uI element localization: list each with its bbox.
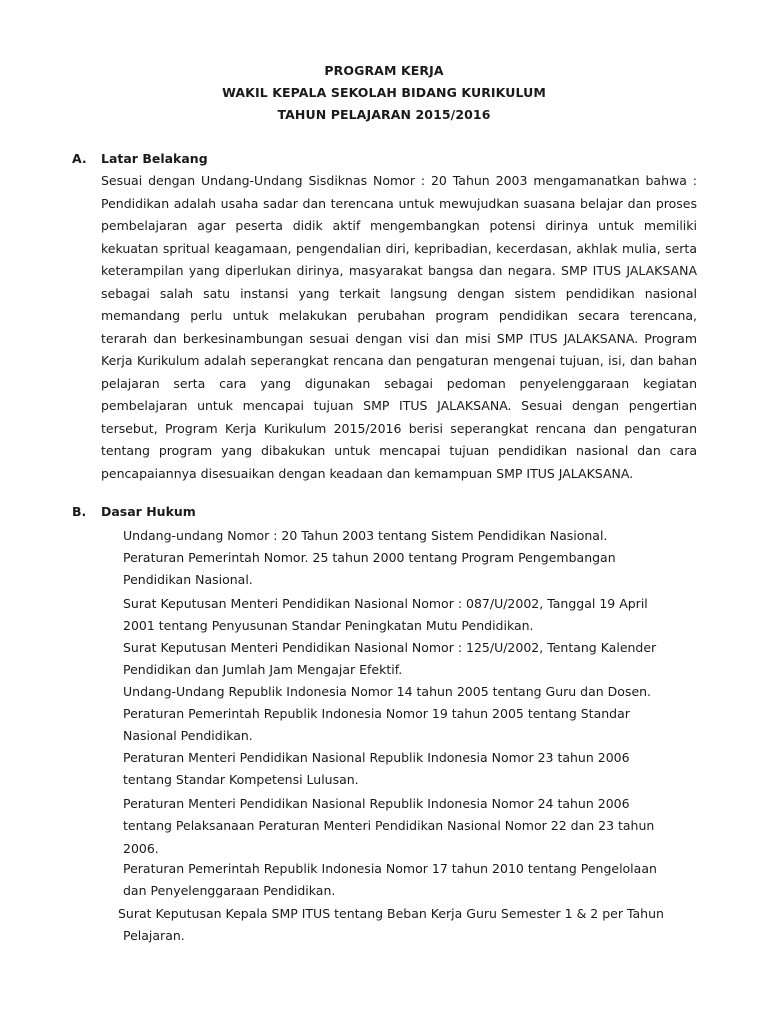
list-item-text-line: Peraturan Menteri Pendidikan Nasional Republik Indonesia Nomor 23 tahun 2006 xyxy=(123,750,630,765)
section-b-letter: B. xyxy=(72,504,87,519)
title-line-1: PROGRAM KERJA xyxy=(324,63,444,78)
list-item-text-line: 2006. xyxy=(123,840,159,856)
section-b-heading xyxy=(72,502,196,522)
list-item-text-line: Pendidikan Nasional. xyxy=(123,572,253,588)
list-item-text-line: tentang Pelaksanaan Peraturan Menteri Pendidikan Nasional Nomor 22 dan 23 tahun xyxy=(123,818,655,834)
list-item-text-line: Surat Keputusan Menteri Pendidikan Nasional Nomor : 125/U/2002, Tentang Kalender xyxy=(123,640,657,655)
document-title xyxy=(0,60,768,126)
list-item-text-line: Peraturan Pemerintah Nomor. 25 tahun 2000 tentang Program Pengembangan xyxy=(123,550,616,565)
section-a-body: Sesuai dengan Undang-Undang Sisdiknas Nomor : 20 Tahun 2003 mengamanatkan bahwa : Pendidikan adalah usaha sadar dan terencana untuk mewujudkan suasana belajar dan proses pembelajaran agar peserta didik aktif mengembangkan potensi dirinya untuk memiliki kekuatan spritual keagamaan, pengendalian diri, kepribadian, kecerdasan, akhlak mulia, serta keterampilan yang diperlukan dirinya, masyarakat bangsa dan negara. SMP ITUS JALAKSANA sebagai salah satu instansi yang terkait langsung dengan sistem pendidikan nasional memandang perlu untuk melakukan perubahan program pendidikan secara terencana, terarah dan berkesinambungan sesuai dengan visi dan misi SMP ITUS JALAKSANA. Program Kerja Kurikulum adalah seperangkat rencana dan pengaturan mengenai tujuan, isi, dan bahan pelajaran serta cara yang digunakan sebagai pedoman penyelenggaraan kegiatan pembelajaran untuk mencapai tujuan SMP ITUS JALAKSANA. Sesuai dengan pengertian tersebut, Program Kerja Kurikulum 2015/2016 berisi seperangkat rencana dan pengaturan tentang program yang dibakukan untuk mencapai tujuan pendidikan nasional dan cara pencapaiannya disesuaikan dengan keadaan dan kemampuan SMP ITUS JALAKSANA. xyxy=(101,173,697,481)
list-item-text-line: Undang-undang Nomor : 20 Tahun 2003 tentang Sistem Pendidikan Nasional. xyxy=(123,528,608,543)
section-a-letter: A. xyxy=(72,151,87,166)
list-item-text-line: Peraturan Menteri Pendidikan Nasional Republik Indonesia Nomor 24 tahun 2006 xyxy=(123,796,630,811)
list-item-text-line: tentang Standar Kompetensi Lulusan. xyxy=(123,772,359,788)
list-item-text-line: Nasional Pendidikan. xyxy=(123,728,253,744)
title-line-3: TAHUN PELAJARAN 2015/2016 xyxy=(277,107,491,122)
list-item-text-line: Peraturan Pemerintah Republik Indonesia Nomor 19 tahun 2005 tentang Standar xyxy=(123,706,630,721)
list-item-text-line: Undang-Undang Republik Indonesia Nomor 14 tahun 2005 tentang Guru dan Dosen. xyxy=(123,684,652,699)
section-a-title: Latar Belakang xyxy=(101,151,208,166)
list-item-text-line: Pelajaran. xyxy=(123,928,185,944)
title-line-2: WAKIL KEPALA SEKOLAH BIDANG KURIKULUM xyxy=(222,85,546,100)
list-item-text-line: dan Penyelenggaraan Pendidikan. xyxy=(123,883,336,899)
list-item-text-line: Surat Keputusan Kepala SMP ITUS tentang Beban Kerja Guru Semester 1 & 2 per Tahun xyxy=(118,906,664,921)
list-item-text-line: Peraturan Pemerintah Republik Indonesia Nomor 17 tahun 2010 tentang Pengelolaan xyxy=(123,861,657,876)
list-item-text-line: 2001 tentang Penyusunan Standar Peningkatan Mutu Pendidikan. xyxy=(123,618,534,634)
section-a-heading xyxy=(72,149,208,169)
section-b-title: Dasar Hukum xyxy=(101,504,196,519)
list-item-text-line: Pendidikan dan Jumlah Jam Mengajar Efektif. xyxy=(123,662,403,678)
list-item-text-line: Surat Keputusan Menteri Pendidikan Nasional Nomor : 087/U/2002, Tanggal 19 April xyxy=(123,596,648,611)
